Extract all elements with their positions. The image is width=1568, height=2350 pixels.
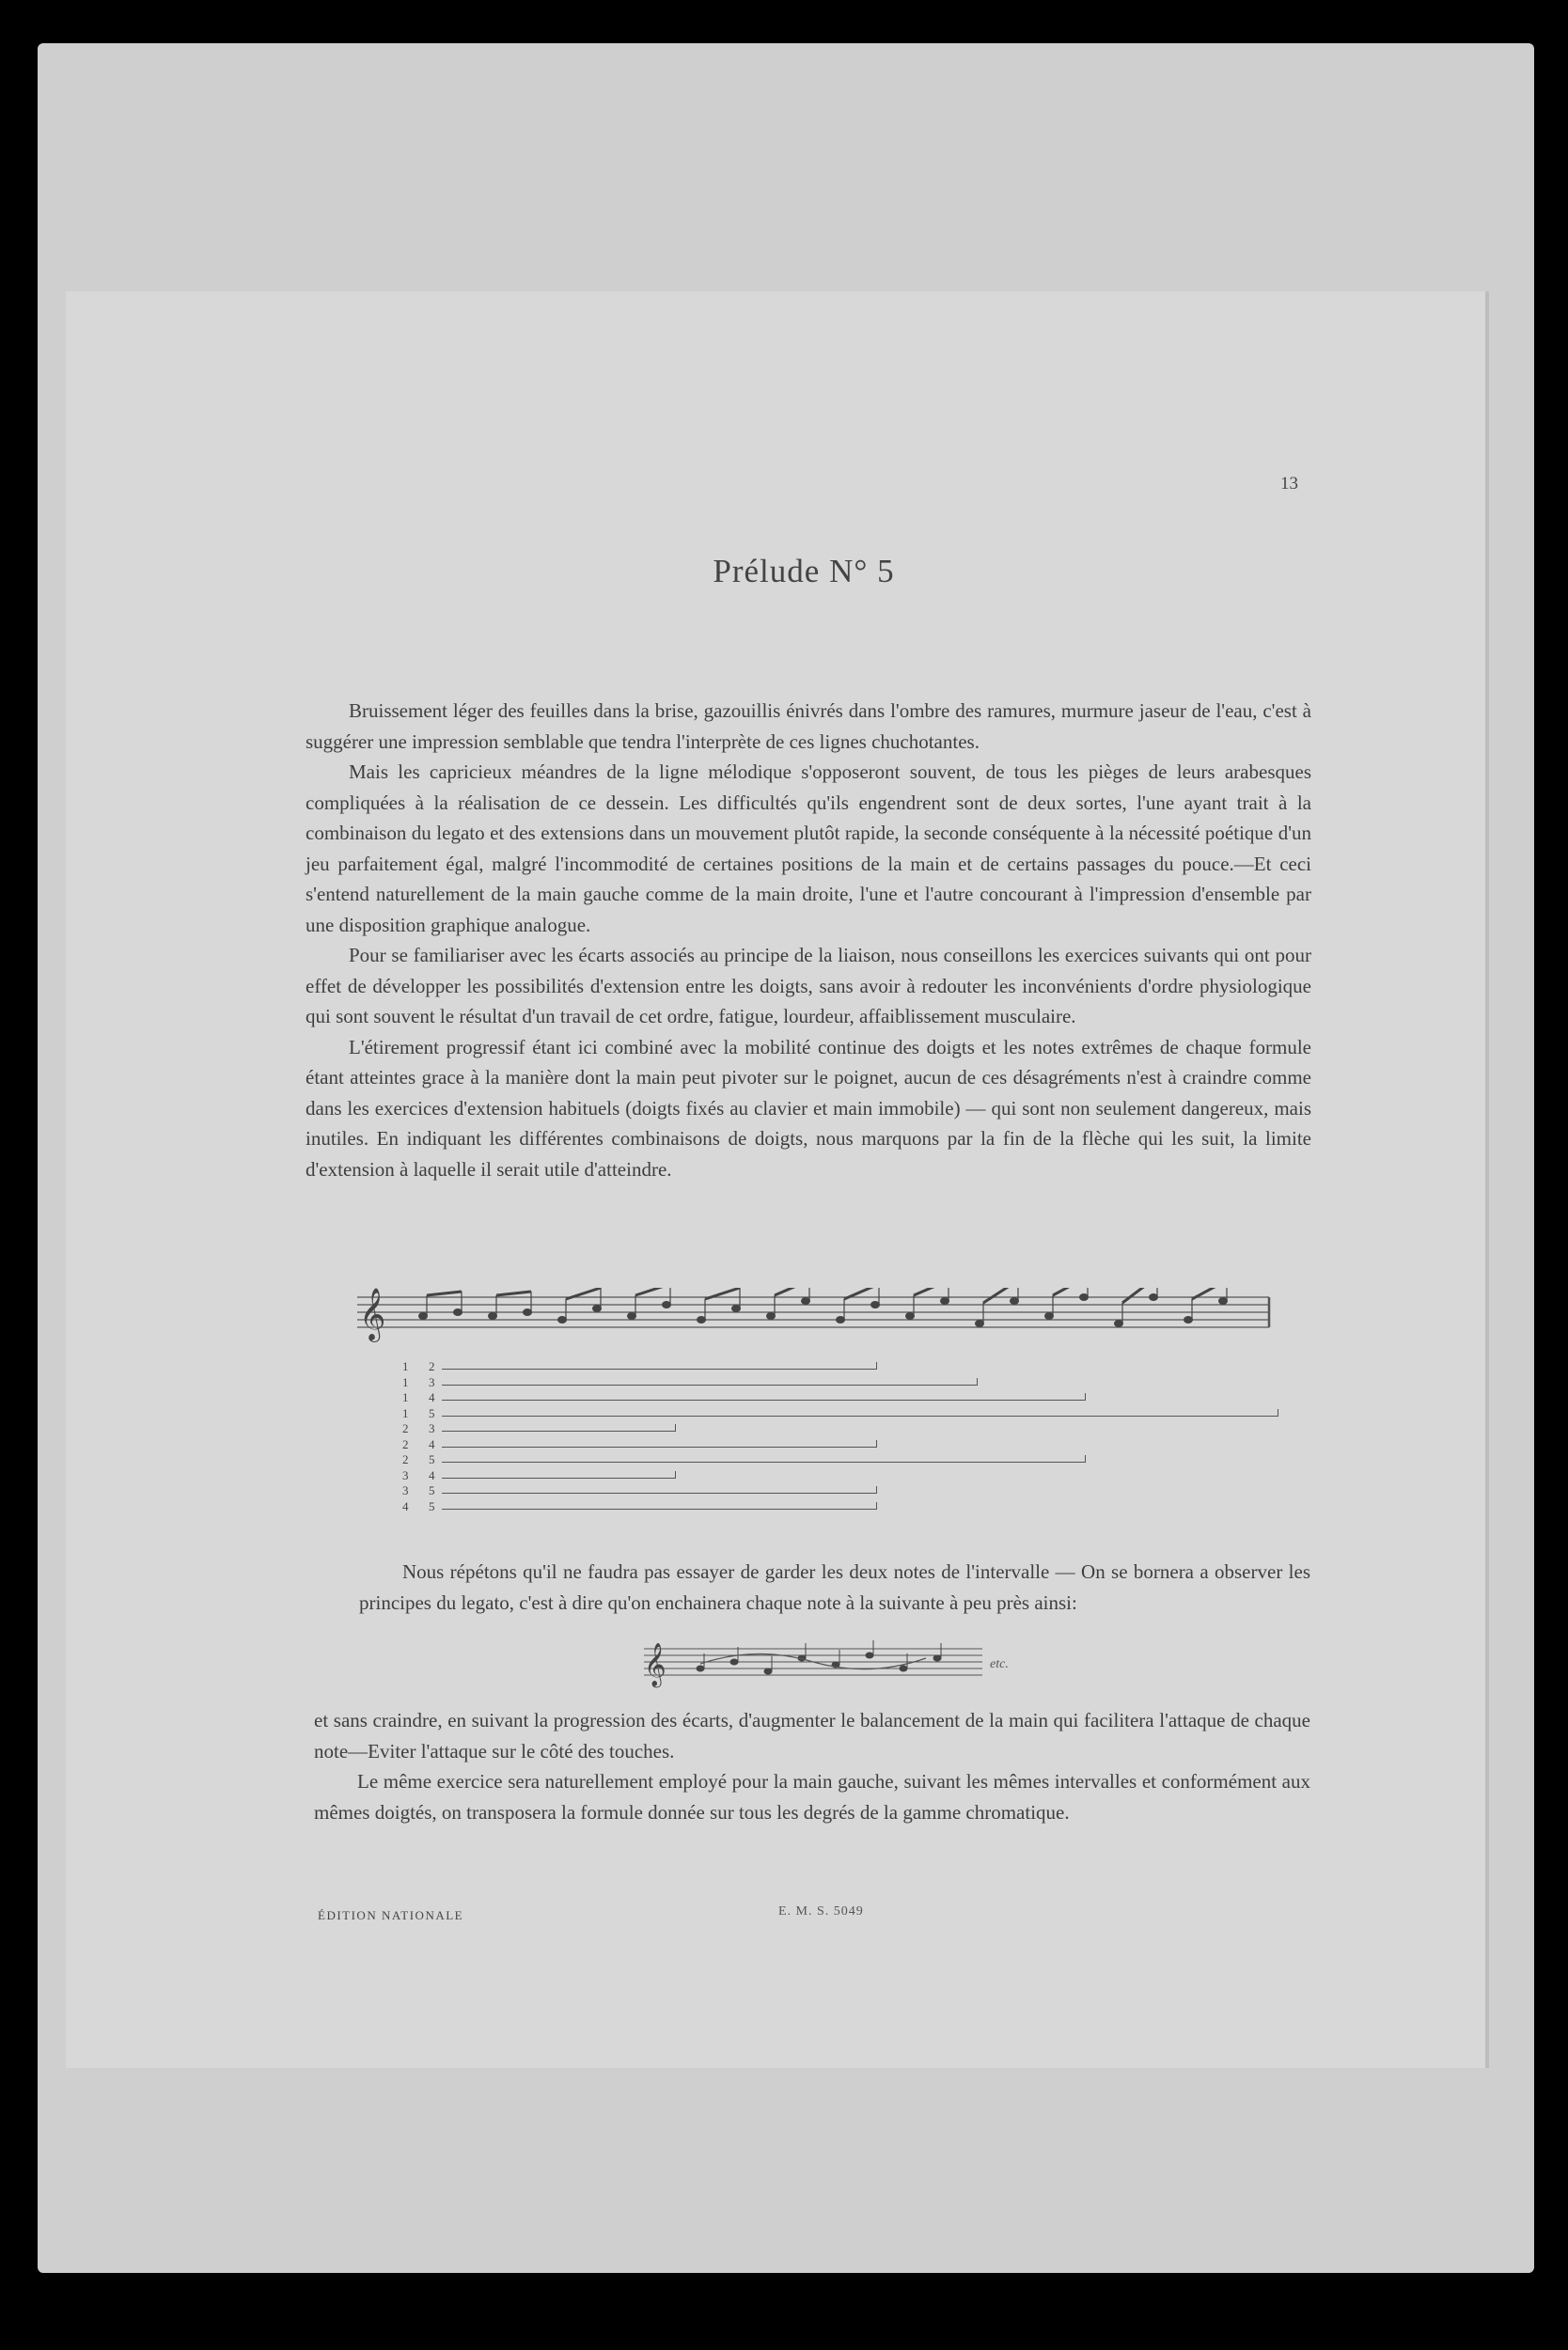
note-head xyxy=(419,1313,428,1320)
finger-number: 3 xyxy=(429,1374,435,1389)
note-head xyxy=(1184,1317,1193,1324)
finger-number: 5 xyxy=(429,1498,435,1513)
finger-number: 4 xyxy=(429,1436,435,1451)
extension-arrow xyxy=(442,1462,1086,1463)
note-head xyxy=(489,1313,497,1320)
fingering-row xyxy=(402,1375,442,1391)
finger-number: 4 xyxy=(402,1498,409,1513)
note-head xyxy=(663,1302,671,1308)
finger-number: 1 xyxy=(402,1359,409,1373)
extension-arrow xyxy=(442,1416,1278,1417)
paragraph: Bruissement léger des feuilles dans la brise, gazouillis énivrés dans l'ombre des ramures, murmure jaseur de l'eau, c'est à suggérer une impression semblable que tendra l'interprète de ces lignes chuchotantes. xyxy=(306,699,1311,753)
note-head xyxy=(1080,1294,1089,1301)
note-beam xyxy=(496,1292,531,1295)
note-head xyxy=(1011,1298,1019,1305)
note-head xyxy=(900,1666,907,1671)
paragraph: Le même exercice sera naturellement employé pour la main gauche, suivant les mêmes intervalles et conformément aux mêmes doigtés, on transposera la formule donnée sur tous les degrés de la gamme chromatique. xyxy=(314,1770,1310,1824)
note-head xyxy=(1150,1294,1158,1301)
note-head xyxy=(1115,1321,1123,1327)
finger-number: 3 xyxy=(402,1483,409,1497)
note-head xyxy=(698,1317,706,1324)
closing-text xyxy=(314,1705,1310,1827)
note-head xyxy=(933,1655,941,1661)
fingering-row xyxy=(402,1499,442,1515)
intro-text xyxy=(306,696,1311,1184)
note-head xyxy=(697,1666,704,1671)
fingering-row xyxy=(402,1359,442,1375)
treble-clef-icon: 𝄞 xyxy=(644,1643,666,1686)
finger-number: 5 xyxy=(429,1483,435,1497)
note-head xyxy=(558,1317,567,1324)
note-head xyxy=(628,1313,636,1320)
fingering-table xyxy=(402,1359,442,1514)
fingering-row xyxy=(402,1390,442,1406)
note-beam xyxy=(635,1288,670,1295)
paragraph: Nous répétons qu'il ne faudra pas essayer de garder les deux notes de l'intervalle — On se bornera a observer les principes du legato, c'est à dire qu'on enchainera chaque note à la suivante à peu près ainsi: xyxy=(359,1560,1310,1614)
note-head xyxy=(976,1321,984,1327)
note-head xyxy=(730,1659,738,1665)
finger-number: 4 xyxy=(429,1390,435,1404)
extension-arrow xyxy=(442,1493,877,1494)
fingering-row xyxy=(402,1406,442,1422)
note-head xyxy=(866,1653,873,1658)
note-head xyxy=(941,1298,949,1305)
finger-number: 4 xyxy=(429,1467,435,1482)
extension-arrow xyxy=(442,1447,877,1448)
extension-arrow xyxy=(442,1478,676,1479)
paragraph: L'étirement progressif étant ici combiné avec la mobilité continue des doigts et les notes extrêmes de chaque formule étant atteintes grace à la manière dont la main peut pivoter sur le poignet, aucun de ces désagréments n'est à craindre comme dans les exercices d'extension habituels (doigts fixés au clavier et main immobile) — qui sont non seulement dangereux, mais inutiles. En indiquant les différentes combinaisons de doigts, nous marquons par la fin de la flèche qui les suit, la limite d'extension à laquelle il serait utile d'atteindre. xyxy=(306,1035,1311,1181)
exercise-staff xyxy=(357,1288,1278,1344)
paragraph: Mais les capricieux méandres de la ligne mélodique s'opposeront souvent, de tous les pièges de leurs arabesques compliquées à la réalisation de ce dessein. Les difficultés qu'ils engendrent sont de deux sortes, l'une ayant trait à la combinaison du legato et des extensions dans un mouvement plutôt rapide, la seconde conséquente à la nécessité poétique d'un jeu parfaitement égal, malgré l'incommodité de certaines positions de la main et de certains passages du pouce.—Et ceci s'entend naturellement de la main gauche comme de la main droite, l'une et l'autre concourant à l'impression d'ensemble par une disposition graphique analogue. xyxy=(306,760,1311,936)
note-head xyxy=(767,1313,776,1320)
finger-number: 2 xyxy=(402,1421,409,1435)
page-title: Prélude N° 5 xyxy=(713,553,895,589)
fingering-row xyxy=(402,1421,442,1437)
finger-number: 3 xyxy=(429,1421,435,1435)
finger-number: 5 xyxy=(429,1405,435,1420)
paragraph: Pour se familiariser avec les écarts associés au principe de la liaison, nous conseillons les exercices suivants qui ont pour effet de développer les possibilités d'extension entre les doigts, sans avoir à redouter les inconvénients d'ordre physiologique qui sont souvent le résultat d'un travail de cet ordre, fatigue, lourdeur, affaiblissement musculaire. xyxy=(306,944,1311,1027)
note-head xyxy=(906,1313,915,1320)
fingering-row xyxy=(402,1437,442,1453)
extension-arrow xyxy=(442,1509,877,1510)
paragraph: et sans craindre, en suivant la progression des écarts, d'augmenter le balancement de la main qui facilitera l'attaque de chaque note—Eviter l'attaque sur le côté des touches. xyxy=(314,1709,1310,1762)
note-head xyxy=(593,1306,602,1312)
extension-arrow xyxy=(442,1400,1086,1401)
extension-arrow xyxy=(442,1431,676,1432)
edition-label: ÉDITION NATIONALE xyxy=(318,1908,464,1922)
fingering-row xyxy=(402,1468,442,1484)
note-head xyxy=(837,1317,845,1324)
finger-number: 2 xyxy=(429,1359,435,1373)
extension-arrow xyxy=(442,1385,978,1386)
note-head xyxy=(871,1302,880,1308)
treble-clef-icon: 𝄞 xyxy=(359,1288,386,1340)
note-beam xyxy=(775,1288,809,1295)
finger-number: 1 xyxy=(402,1374,409,1389)
note-head xyxy=(454,1309,463,1316)
finger-number: 1 xyxy=(402,1390,409,1404)
note-head xyxy=(802,1298,810,1305)
finger-number: 2 xyxy=(402,1436,409,1451)
finger-number: 2 xyxy=(402,1452,409,1466)
etc-label: etc. xyxy=(990,1657,1009,1671)
finger-number: 1 xyxy=(402,1405,409,1420)
plate-number: E. M. S. 5049 xyxy=(778,1904,864,1919)
note-head xyxy=(732,1306,741,1312)
middle-text xyxy=(359,1557,1310,1618)
fingering-row xyxy=(402,1483,442,1499)
note-head xyxy=(524,1309,532,1316)
extension-arrow xyxy=(442,1369,877,1370)
finger-number: 3 xyxy=(402,1467,409,1482)
note-head xyxy=(1219,1298,1228,1305)
note-head xyxy=(764,1668,772,1674)
note-beam xyxy=(914,1288,949,1295)
finger-number: 5 xyxy=(429,1452,435,1466)
page-number: 13 xyxy=(1280,474,1298,494)
note-beam xyxy=(427,1292,462,1295)
legato-example-staff xyxy=(644,1636,1039,1692)
fingering-row xyxy=(402,1452,442,1468)
note-head xyxy=(1045,1313,1054,1320)
